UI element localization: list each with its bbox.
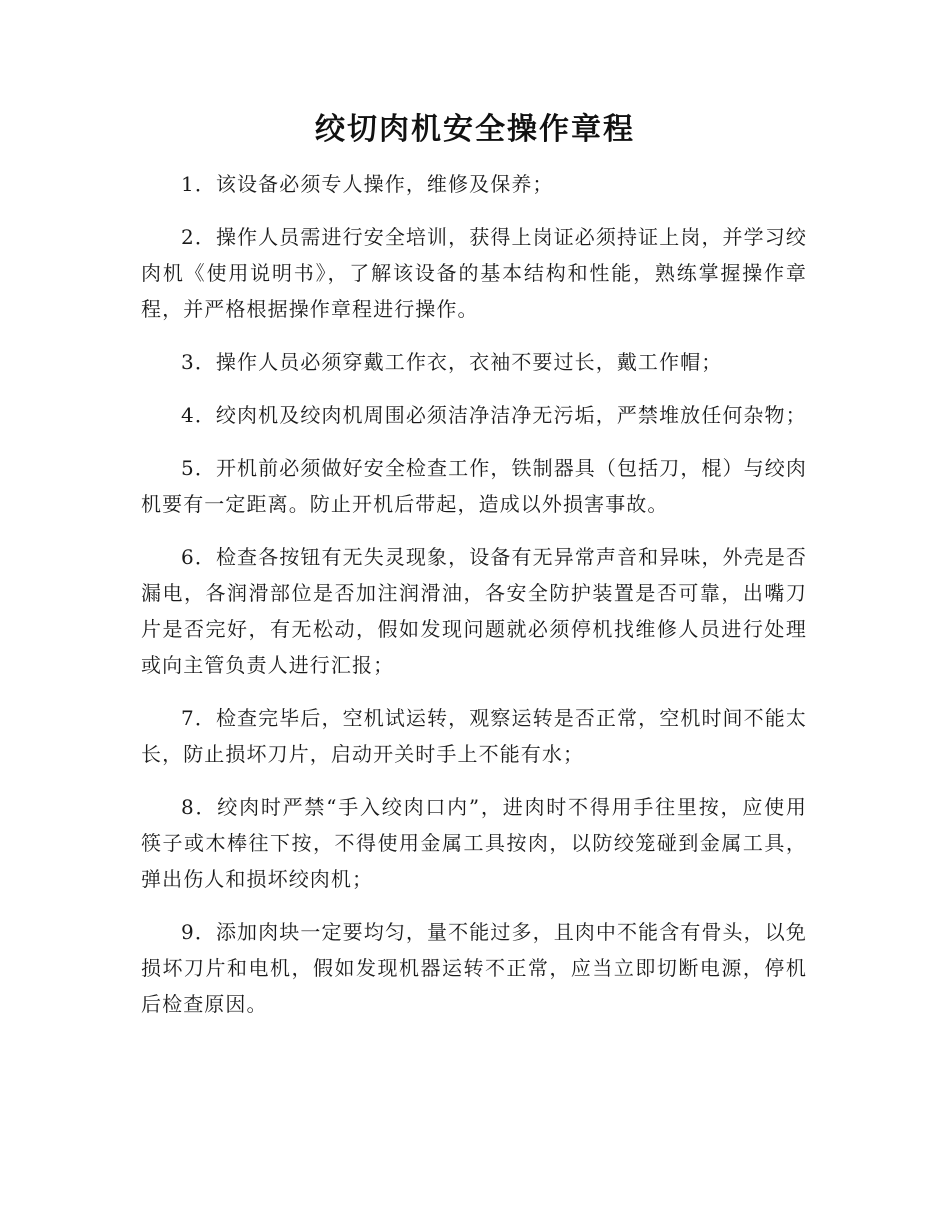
rule-paragraph-9: 9．添加肉块一定要均匀，量不能过多，且肉中不能含有骨头，以免损坏刀片和电机，假如发现机器运转不正常，应当立即切断电源，停机后检查原因。 xyxy=(141,920,807,1016)
document-body xyxy=(141,166,807,1039)
rule-paragraph-2: 2．操作人员需进行安全培训，获得上岗证必须持证上岗，并学习绞肉机《使用说明书》，了解该设备的基本结构和性能，熟练掌握操作章程，并严格根据操作章程进行操作。 xyxy=(141,225,807,321)
rule-paragraph-4: 4．绞肉机及绞肉机周围必须洁净洁净无污垢，严禁堆放任何杂物； xyxy=(181,403,807,427)
rule-paragraph-8: 8．绞肉时严禁“手入绞肉口内”，进肉时不得用手往里按，应使用筷子或木棒往下按，不得使用金属工具按肉，以防绞笼碰到金属工具，弹出伤人和损坏绞肉机； xyxy=(141,795,807,891)
rule-paragraph-7: 7．检查完毕后，空机试运转，观察运转是否正常，空机时间不能太长，防止损坏刀片，启动开关时手上不能有水； xyxy=(141,706,807,766)
rule-paragraph-5: 5．开机前必须做好安全检查工作，铁制器具（包括刀，棍）与绞肉机要有一定距离。防止开机后带起，造成以外损害事故。 xyxy=(141,456,807,516)
document-title: 绞切肉机安全操作章程 xyxy=(315,112,635,147)
rule-paragraph-3: 3．操作人员必须穿戴工作衣，衣袖不要过长，戴工作帽； xyxy=(181,350,723,374)
rule-paragraph-6: 6．检查各按钮有无失灵现象，设备有无异常声音和异味，外壳是否漏电，各润滑部位是否加注润滑油，各安全防护装置是否可靠，出嘴刀片是否完好，有无松动，假如发现问题就必须停机找维修人员进行处理或向主管负责人进行汇报； xyxy=(141,545,807,677)
rule-paragraph-1: 1．该设备必须专人操作，维修及保养； xyxy=(181,172,554,196)
